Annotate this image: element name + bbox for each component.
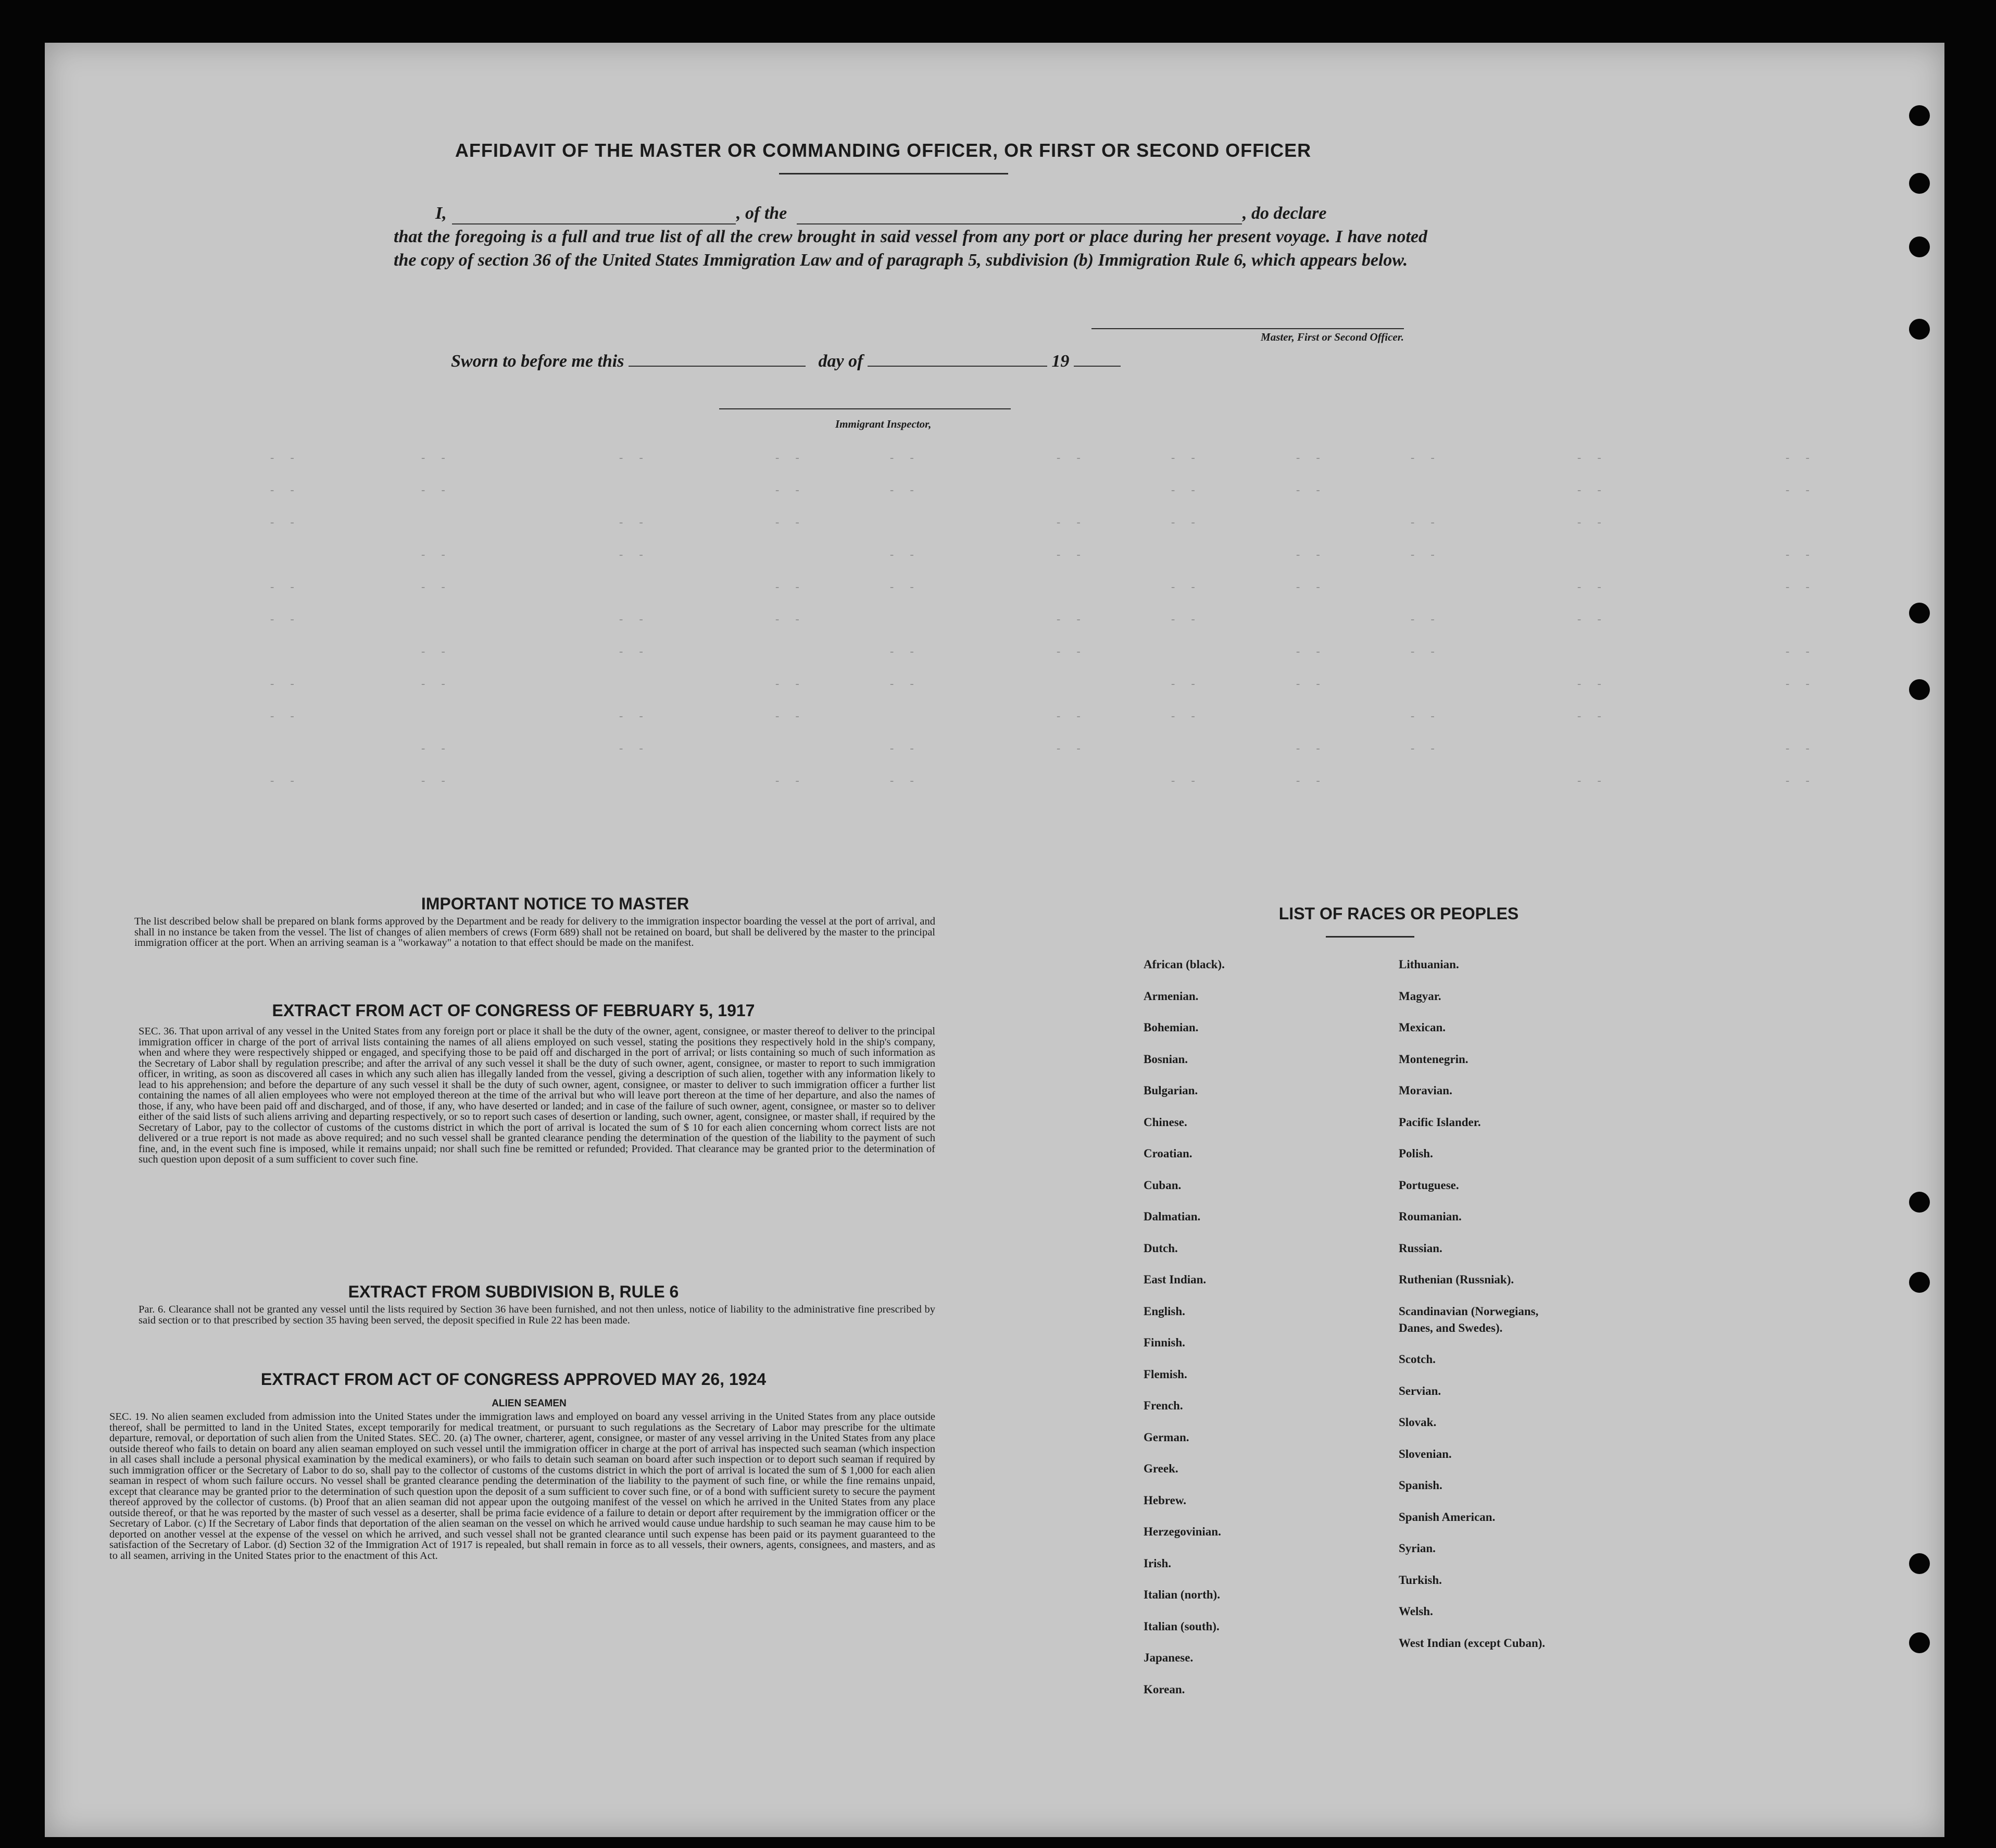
race-item: Slovenian.: [1399, 1447, 1452, 1460]
race-item: Chinese.: [1144, 1115, 1187, 1129]
sworn-year-field[interactable]: [1074, 352, 1121, 367]
bleed-through-dash: - -: [420, 484, 450, 497]
race-item: Finnish.: [1144, 1336, 1185, 1349]
bleed-through-dash: - -: [1784, 484, 1814, 497]
race-item: Scotch.: [1399, 1353, 1436, 1366]
bleed-through-dash: - -: [1576, 678, 1606, 691]
subdivision-b-body: Par. 6. Clearance shall not be granted any vessel until the lists required by Section 36 have been furnished, and not then unless, notice of liability to the administrative fine prescribed by said section or to that prescribed by section 35 having been served, the deposit specified in Rule 22 has been made.: [139, 1304, 935, 1326]
bleed-through-dash: - -: [774, 613, 804, 626]
race-item: Spanish.: [1399, 1479, 1442, 1492]
race-item: German.: [1144, 1430, 1189, 1444]
sworn-month-field[interactable]: [868, 352, 1047, 367]
bleed-through-dash: - -: [420, 742, 450, 755]
race-item: Pacific Islander.: [1399, 1115, 1481, 1129]
bleed-through-dash: - -: [1576, 581, 1606, 594]
race-item: Hebrew.: [1144, 1493, 1186, 1507]
title-underline: [779, 173, 1008, 174]
bleed-through-dash: - -: [269, 775, 299, 788]
race-item: Montenegrin.: [1399, 1052, 1468, 1066]
bleed-through-dash: - -: [1409, 645, 1439, 658]
bleed-through-dash: - -: [774, 775, 804, 788]
bleed-through-dash: - -: [1295, 645, 1325, 658]
bleed-through-dash: - -: [888, 548, 919, 561]
races-title: LIST OF RACES OR PEOPLES: [1278, 904, 1519, 923]
bleed-through-dash: - -: [1784, 678, 1814, 691]
bleed-through-dash: - -: [1576, 775, 1606, 788]
race-item: Flemish.: [1144, 1367, 1187, 1381]
race-item: Roumanian.: [1399, 1210, 1462, 1223]
bleed-through-dash: - -: [1055, 613, 1085, 626]
inspector-signature-line[interactable]: [719, 408, 1011, 409]
race-item: French.: [1144, 1399, 1183, 1412]
notice-body: The list described below shall be prepared on blank forms approved by the Department and be ready for delivery to the immigration inspector boarding the vessel at the port of arrival, and shall in no instance be taken from the vessel. The list of changes of alien members of crews (Form 689) shall not be retained on board, but shall be delivered by the master to the principal immigration officer at the port. When an arriving seaman is a "workaway" a notation to that effect should be made on the manifest.: [134, 916, 935, 948]
race-item: Russian.: [1399, 1241, 1442, 1255]
bleed-through-dash: - -: [888, 775, 919, 788]
race-item: Italian (south).: [1144, 1619, 1220, 1633]
race-item: Portuguese.: [1399, 1178, 1459, 1192]
bleed-through-dash: - -: [1784, 452, 1814, 465]
bleed-through-dash: - -: [269, 613, 299, 626]
race-item: Moravian.: [1399, 1084, 1452, 1097]
bleed-through-dash: - -: [1784, 645, 1814, 658]
bleed-through-dash: - -: [1409, 742, 1439, 755]
race-item: Italian (north).: [1144, 1588, 1220, 1601]
declaration-do-declare: , do declare: [1242, 204, 1327, 223]
act-1917-body: SEC. 36. That upon arrival of any vessel in the United States from any foreign port or place it shall be the duty of the owner, agent, consignee, or master thereof to deliver to the principal immigration officer in charge of the port of arrival lists containing the names of all aliens employed on such vessel, stating the positions they respectively hold in the ship's company, when and where they were respectively shipped or engaged, and specifying those to be paid off and discharged in the port of arrival; or lists containing so much of such information as the Secretary of Labor shall by regulation prescribe; and after the arrival of any such vessel it shall be the duty of such owner, agent, consignee, or master to report to such immigration officer, in writing, as soon as discovered all cases in which any such alien has illegally landed from the vessel, giving a description of such alien, together with any information likely to lead to his apprehension; and before the departure of any such vessel it shall be the duty of such owner, agent, consignee, or master to deliver to such immigration officer a further list containing the names of all alien employees who were not employed thereon at the time of the arrival but who will leave port thereon at the time of her departure, and also the names of those, if any, who have been paid off and discharged, and of those, if any, who have deserted or landed; and in case of the failure of such owner, agent, consignee, or master so to deliver either of the said lists of such aliens arriving and departing respectively, or so to report such cases of desertion or landing, such owner, agent, consignee, or master shall, if required by the Secretary of Labor, pay to the collector of customs of the customs district in which the port of arrival is located the sum of $ 10 for each alien concerning whom correct lists are not delivered or a true report is not made as above required; and no such vessel shall be granted clearance pending the determination of the question of the liability to the payment of such fine, and, in the event such fine is imposed, while it remains unpaid; nor shall such fine be remitted or refunded; Provided. That clearance may be granted prior to the determination of such question upon deposit of a sum sufficient to cover such fine.: [139, 1026, 935, 1165]
race-item: Spanish American.: [1399, 1510, 1496, 1524]
race-item: African (black).: [1144, 958, 1225, 971]
binder-hole: [1909, 603, 1930, 623]
declarant-name-field[interactable]: [452, 210, 736, 224]
bleed-through-dash: - -: [1295, 678, 1325, 691]
affidavit-title: AFFIDAVIT OF THE MASTER OR COMMANDING OFFICER, OR FIRST OR SECOND OFFICER: [455, 140, 1312, 161]
declaration: [394, 202, 1427, 272]
bleed-through-dash: - -: [774, 581, 804, 594]
bleed-through-dash: - -: [1170, 452, 1200, 465]
race-item: Cuban.: [1144, 1178, 1182, 1192]
bleed-through-dash: - -: [1576, 516, 1606, 529]
bleed-through-dash: - -: [774, 516, 804, 529]
bleed-through-dash: - -: [269, 484, 299, 497]
sworn-day-label: day of: [818, 352, 863, 371]
bleed-through-dash: - -: [420, 548, 450, 561]
bleed-through-dash: - -: [420, 645, 450, 658]
race-item: Mexican.: [1399, 1021, 1446, 1034]
bleed-through-dash: - -: [1784, 742, 1814, 755]
sworn-year-label: 19: [1051, 352, 1070, 371]
declaration-i: I,: [435, 204, 447, 223]
bleed-through-dash: - -: [1055, 710, 1085, 723]
races-title-underline: [1326, 936, 1414, 938]
race-item: Magyar.: [1399, 989, 1441, 1003]
bleed-through-dash: - -: [774, 484, 804, 497]
bleed-through-dash: - -: [1295, 775, 1325, 788]
bleed-through-dash: - -: [1170, 775, 1200, 788]
bleed-through-dash: - -: [1409, 452, 1439, 465]
bleed-through-dash: - -: [1295, 452, 1325, 465]
binder-hole: [1909, 679, 1930, 700]
bleed-through-dash: - -: [420, 775, 450, 788]
bleed-through-dash: - -: [888, 484, 919, 497]
bleed-through-dash: - -: [269, 452, 299, 465]
binder-hole: [1909, 1192, 1930, 1213]
bleed-through-dash: - -: [1170, 516, 1200, 529]
race-item: English.: [1144, 1304, 1185, 1318]
declaration-of-the: , of the: [736, 204, 787, 223]
bleed-through-dash: - -: [1576, 613, 1606, 626]
declaration-text: that the foregoing is a full and true list of all the crew brought in said vessel from any port or place during her present voyage. I have noted the copy of section 36 of the United States Immigration Law and of paragraph 5, subdivision (b) Immigration Rule 6, which appears below.: [394, 227, 1427, 270]
bleed-through-dash: - -: [1055, 742, 1085, 755]
bleed-through-dash: - -: [1170, 581, 1200, 594]
bleed-through-dash: - -: [618, 548, 648, 561]
race-item: Servian.: [1399, 1384, 1441, 1397]
race-item: Korean.: [1144, 1682, 1185, 1696]
bleed-through-dash: - -: [1409, 516, 1439, 529]
bleed-through-dash: - -: [1784, 548, 1814, 561]
race-item: Ruthenian (Russniak).: [1399, 1273, 1514, 1286]
binder-hole: [1909, 319, 1930, 340]
race-item: Armenian.: [1144, 989, 1199, 1003]
bleed-through-dash: - -: [1295, 742, 1325, 755]
binder-hole: [1909, 1553, 1930, 1574]
bleed-through-dash: - -: [888, 452, 919, 465]
bleed-through-dash: - -: [1576, 452, 1606, 465]
race-item: Greek.: [1144, 1462, 1178, 1475]
bleed-through-dash: - -: [1295, 581, 1325, 594]
race-item: Irish.: [1144, 1556, 1172, 1570]
act-1924-body: SEC. 19. No alien seamen excluded from admission into the United States under the immigration laws and employed on board any vessel arriving in the United States from any place outside thereof, shall be permitted to land in the United States, except temporarily for medical treatment, or pursuant to such regulations as the Secretary of Labor may prescribe for the ultimate departure, removal, or deportation of such alien from the United States. SEC. 20. (a) The owner, charterer, agent, consignee, or master of any vessel arriving in the United States from any place outside thereof who fails to detain on board any alien seaman employed on such vessel until the immigration officer in charge at the port of arrival has inspected such seaman (which inspection in all cases shall include a personal physical examination by the medical examiners), or who fails to detain such seaman on board after such inspection or to deport such seaman if required by such immigration officer or the Secretary of Labor to do so, shall pay to the collector of customs of the customs district in which the port of arrival is located the sum of $ 1,000 for each alien seaman in respect of whom such failure occurs. No vessel shall be granted clearance pending the determination of the liability to the payment of such fine, or while the fine remains unpaid, except that clearance may be granted prior to the determination of such question upon the deposit of a sum sufficient to cover such fine, or of a bond with sufficient surety to secure the payment thereof approved by the collector of customs. (b) Proof that an alien seaman did not appear upon the outgoing manifest of the vessel on which he arrived in the United States from any place outside thereof, or that he was reported by the master of such vessel as a deserter, shall be prima facie evidence of a failure to detain or deport after requirement by the immigration officer or the Secretary of Labor. (c) If the Secretary of Labor finds that deportation of the alien seaman on the vessel on which he arrived would cause undue hardship to such seaman he may cause him to be deported on another vessel at the expense of the vessel on which he arrived, and such vessel shall not be granted clearance until such expense has been paid or its payment guaranteed to the satisfaction of the Secretary of Labor. (d) Section 32 of the Immigration Act of 1917 is repealed, but shall remain in force as to all vessels, their owners, agents, consignees, and masters, and as to all seamen, arriving in the United States prior to the enactment of this Act.: [109, 1411, 935, 1562]
act-1924-title: EXTRACT FROM ACT OF CONGRESS APPROVED MAY 26, 1924: [260, 1370, 767, 1389]
race-item: Turkish.: [1399, 1573, 1442, 1587]
bleed-through-dash: - -: [888, 678, 919, 691]
manifest-sheet: [45, 43, 1944, 1837]
bleed-through-dash: - -: [420, 581, 450, 594]
binder-hole: [1909, 236, 1930, 257]
binder-hole: [1909, 1272, 1930, 1293]
bleed-through-dash: - -: [1170, 613, 1200, 626]
bleed-through-dash: - -: [269, 516, 299, 529]
race-item: Danes, and Swedes).: [1399, 1321, 1503, 1334]
bleed-through-dash: - -: [1295, 548, 1325, 561]
notice-title: IMPORTANT NOTICE TO MASTER: [421, 894, 689, 913]
signature-line[interactable]: [1091, 328, 1404, 329]
subdivision-b-title: EXTRACT FROM SUBDIVISION B, RULE 6: [348, 1282, 679, 1301]
bleed-through-dash: - -: [1409, 710, 1439, 723]
race-item: Dutch.: [1144, 1241, 1178, 1255]
bleed-through-dash: - -: [1409, 613, 1439, 626]
race-item: Lithuanian.: [1399, 958, 1459, 971]
race-item: Croatian.: [1144, 1147, 1192, 1160]
race-item: East Indian.: [1144, 1273, 1207, 1286]
bleed-through-dash: - -: [1784, 775, 1814, 788]
bleed-through-dash: - -: [1409, 548, 1439, 561]
bleed-through-dash: - -: [1576, 710, 1606, 723]
race-item: Bulgarian.: [1144, 1084, 1198, 1097]
act-1917-title: EXTRACT FROM ACT OF CONGRESS OF FEBRUARY 5, 1917: [272, 1001, 755, 1020]
race-item: Bohemian.: [1144, 1021, 1199, 1034]
race-item: Dalmatian.: [1144, 1210, 1201, 1223]
bleed-through-dash: - -: [618, 742, 648, 755]
sworn-day-field[interactable]: [629, 352, 806, 367]
bleed-through-dash: - -: [888, 742, 919, 755]
bleed-through-dash: - -: [618, 516, 648, 529]
binder-hole: [1909, 105, 1930, 126]
bleed-through-dash: - -: [1170, 710, 1200, 723]
bleed-through-dash: - -: [888, 581, 919, 594]
bleed-through-dash: - -: [1055, 516, 1085, 529]
race-item: Welsh.: [1399, 1605, 1433, 1618]
signature-caption: Master, First or Second Officer.: [1261, 331, 1404, 343]
bleed-through-dash: - -: [420, 452, 450, 465]
race-item: Slovak.: [1399, 1416, 1437, 1429]
race-item: Japanese.: [1144, 1651, 1194, 1664]
race-item: Scandinavian (Norwegians,: [1399, 1304, 1539, 1318]
bleed-through-dash: - -: [269, 710, 299, 723]
bleed-through-dash: - -: [1170, 484, 1200, 497]
race-item: Herzegovinian.: [1144, 1525, 1221, 1538]
race-item: Bosnian.: [1144, 1052, 1188, 1066]
bleed-through-dash: - -: [1576, 484, 1606, 497]
vessel-name-field[interactable]: [797, 210, 1242, 224]
inspector-caption: Immigrant Inspector,: [835, 418, 932, 430]
bleed-through-dash: - -: [888, 645, 919, 658]
race-item: Polish.: [1399, 1147, 1433, 1160]
bleed-through-dash: - -: [618, 710, 648, 723]
bleed-through-dash: - -: [774, 452, 804, 465]
bleed-through-dash: - -: [774, 678, 804, 691]
race-item: Syrian.: [1399, 1542, 1436, 1555]
sworn-prefix: Sworn to before me this: [451, 352, 624, 371]
race-item: West Indian (except Cuban).: [1399, 1636, 1546, 1650]
bleed-through-dash: - -: [1055, 548, 1085, 561]
bleed-through-dash: - -: [269, 678, 299, 691]
bleed-through-dash: - -: [618, 452, 648, 465]
bleed-through-dash: - -: [1170, 678, 1200, 691]
bleed-through-dash: - -: [618, 613, 648, 626]
bleed-through-dash: - -: [774, 710, 804, 723]
binder-hole: [1909, 1632, 1930, 1653]
bleed-through-dash: - -: [1295, 484, 1325, 497]
bleed-through-dash: - -: [420, 678, 450, 691]
bleed-through-dash: - -: [1055, 645, 1085, 658]
bleed-through-dash: - -: [269, 581, 299, 594]
bleed-through-dash: - -: [1055, 452, 1085, 465]
bleed-through-dash: - -: [1784, 581, 1814, 594]
bleed-through-dash: - -: [618, 645, 648, 658]
sworn-line: [451, 352, 1121, 371]
act-1924-subtitle: ALIEN SEAMEN: [492, 1398, 567, 1409]
binder-hole: [1909, 173, 1930, 194]
